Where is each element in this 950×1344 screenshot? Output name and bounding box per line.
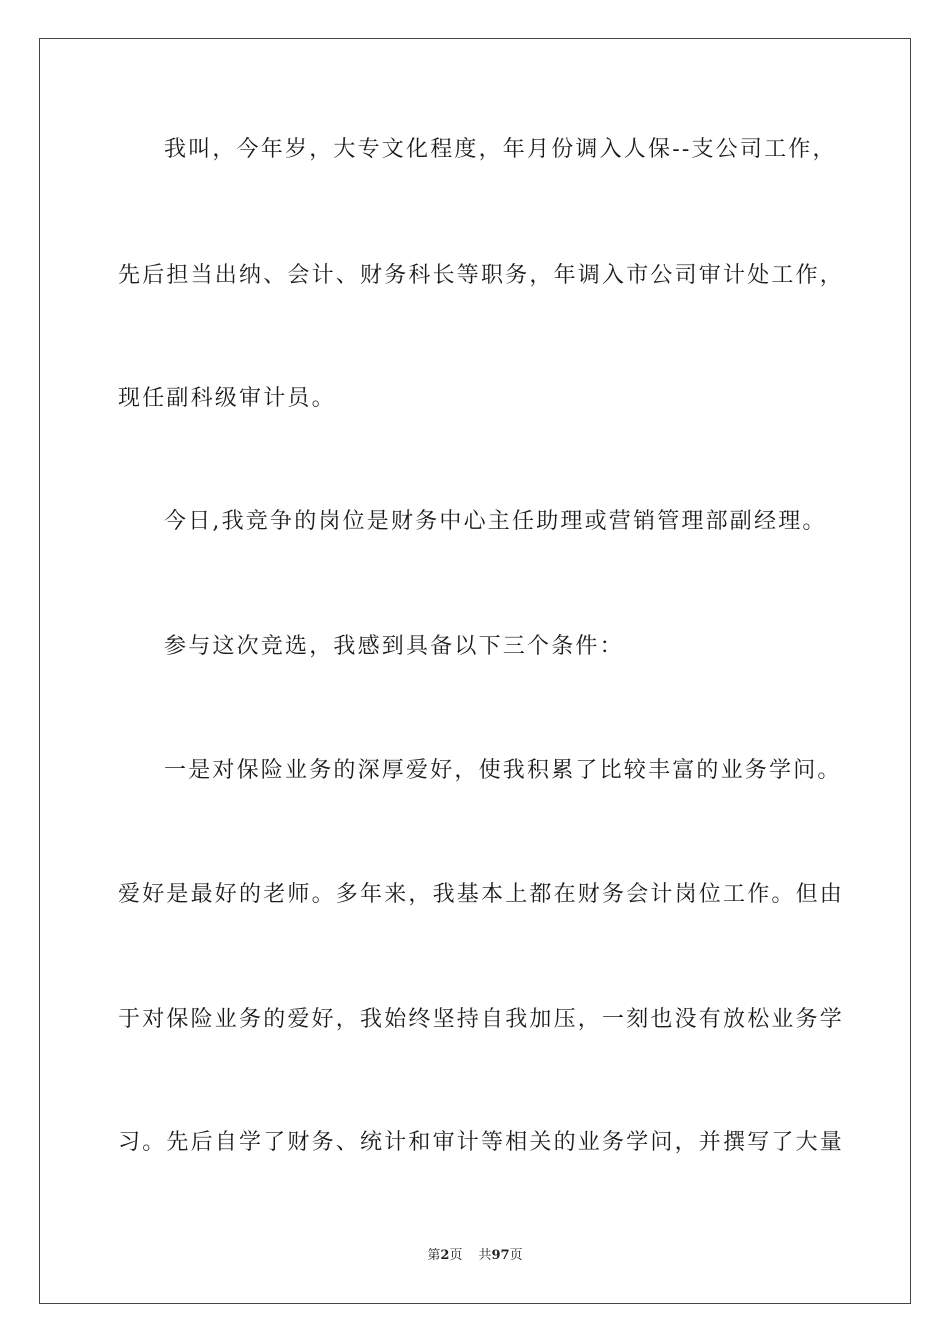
total-pages: 97: [491, 1248, 510, 1263]
paragraph-line-3: 现任副科级审计员。: [118, 386, 336, 411]
total-prefix: 共: [478, 1248, 492, 1263]
paragraph-line-5: 参与这次竞选，我感到具备以下三个条件：: [164, 634, 624, 659]
paragraph-line-7: 爱好是最好的老师。多年来，我基本上都在财务会计岗位工作。但由: [118, 882, 845, 907]
page-suffix: 页: [449, 1248, 463, 1263]
page-prefix: 第: [427, 1248, 441, 1263]
total-suffix: 页: [509, 1248, 523, 1263]
paragraph-line-1: 我叫，今年岁，大专文化程度，年月份调入人保--支公司工作，: [164, 137, 837, 162]
page-footer: [0, 1247, 950, 1265]
paragraph-line-6: 一是对保险业务的深厚爱好，使我积累了比较丰富的业务学问。: [164, 758, 842, 783]
paragraph-line-9: 习。先后自学了财务、统计和审计等相关的业务学问，并撰写了大量: [118, 1130, 845, 1155]
paragraph-line-2: 先后担当出纳、会计、财务科长等职务，年调入市公司审计处工作，: [118, 263, 845, 288]
page-border: [39, 38, 911, 1304]
paragraph-line-8: 于对保险业务的爱好，我始终坚持自我加压，一刻也没有放松业务学: [118, 1007, 845, 1032]
page-number: 2: [440, 1248, 450, 1263]
paragraph-line-4: 今日,我竞争的岗位是财务中心主任助理或营销管理部副经理。: [164, 509, 827, 534]
